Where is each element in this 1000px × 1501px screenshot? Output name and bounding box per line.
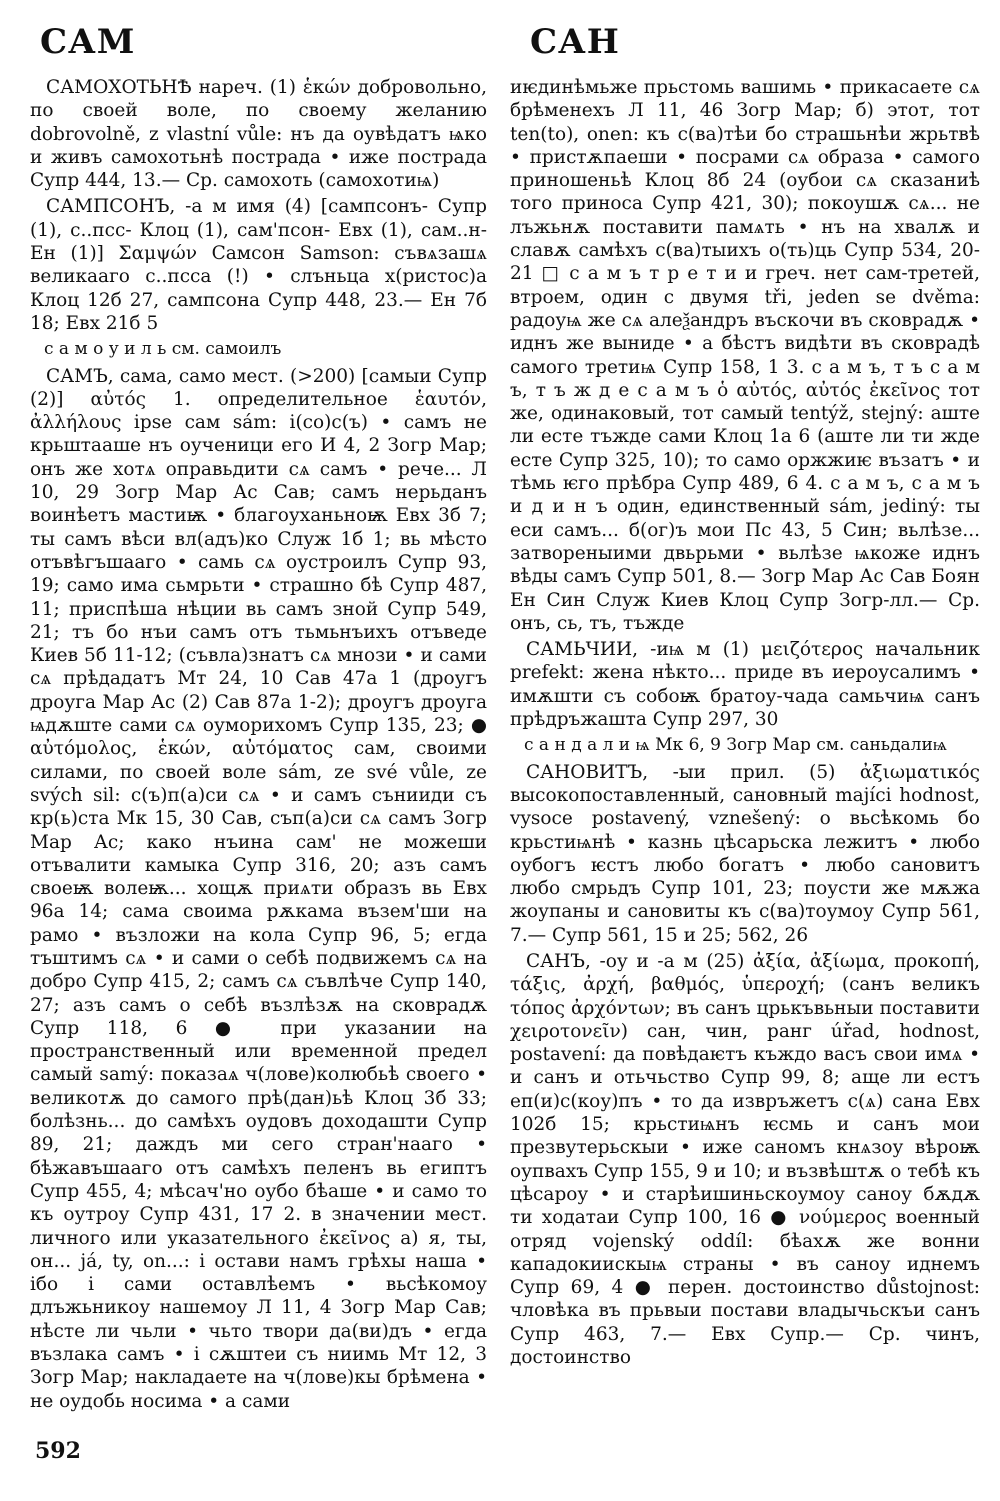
entry-sam: САМЪ, сама, само мест. (>200) [самыи Супр (2)] αὐτός 1. определительное ἑαυτόν, ἀλλήλους ipse сам sám: і(со)с(ъ) • самъ не крьштааше нъ оученици его И 4, 2 Зогр Мар; онъ же хотѧ оправьдити сѧ самъ • рече... Л 10, 29 Зогр Мар Ас Сав; самъ нерьданъ воинѣетъ мастиѭ • благоуханьноѭ Евх 3б 7; ты самъ вѣси вл(адъ)ко Служ 1б 1; вь мѣсто отъвѣгъшааго • самь сѧ оустроилъ Супр 93, 19; само има сьмрьти • страшно бѣ Супр 487, 11; приспѣша нѣции вь самъ зной Супр 549, 21; тъ бо нъи самъ отъ тьмьнъихъ отъведе Киев 5б 11-12; (съвла)знатъ сѧ мнози • и сами сѧ прѣдадатъ Мт 24, 10 Сав 47а 1 (дроугъ дроуга Мар Ас (2) Сав 87а 1-2); дроугъ дроуга ѩдѫште сами сѧ оуморихомъ Супр 135, 23; ● αὐτόμολος, ἑκών, αὐτόματος сам, своими силами, по своей воле sám, ze své vůle, ze svých sil: с(ъ)п(а)си сѧ • и самъ сънииди съ кр(ь)ста Мк 15, 30 Сав, съп(а)си сѧ самъ Зогр Мар Ас; како нъина сам' не можеши отъвалити камыка Супр 316, 20; азъ самъ своеѭ волеѭ... хощѫ приѧти образъ вь Евх 96а 14; сама своима рѫкама възем'ши на рамо • възложи на кола Супр 96, 5; егда тъштимъ сѧ • и сами о себѣ подвижемъ сѧ на добро Супр 415, 2; самъ сѧ съвлѣче Супр 140, 27; азъ самъ о себѣ възлѣзѫ на сковрадѫ Супр 118, 6 ● при указании на пространственный или временной предел самый samý: показаѧ ч(лове)колюбьѣ своего • великотѫ до самого прѣ(дан)ьѣ Клоц 3б 33; болѣзнь... до самѣхъ оудовъ доходашти Супр 89, 21; даждъ ми сего стран'нааго • бѣжавъшааго отъ самѣхъ пеленъ вь египтъ Супр 455, 4; мѣсач'но оубо бѣаше • и само то къ оутроу Супр 431, 17 2. в значении мест. личного или указательного ἐκεῖνος а) я, ты, он... já, ty, on...: і остави намъ грѣхы наша • ібо і сами оставлѣемъ • вьсѣкомоу длъжьникоу нашемоу Л 11, 4 Зогр Мар Сав; нѣсте ли чьли • чьто твори да(ви)дъ • егда възлака самъ • і сѫштеи съ ниимь Мт 12, 3 Зогр Мар; накладаете на ч(лове)кы брѣмена • не оудобь носима • а сами — [30, 365, 487, 1412]
entry-sampson: САМПСОНЪ, -а м имя (4) [сампсонъ- Супр (1), с..псс- Клоц (1), сам'псон- Евх (1), сам..н- Ен (1)] Σαμψών Самсон Samson: съвѧзашѧ великааго с..псса (!) • слъньца х(ристос)а Клоц 12б 27, сампсона Супр 448, 23.— Ен 7б 18; Евх 21б 5 — [30, 196, 487, 334]
entry-samohotne: САМОХОТЬНѢ нареч. (1) ἑκών добровольно, по своей воле, по своему желанию dobrovolně, z vlastní vůle: нъ да оувѣдатъ ѩко и живъ самохотьнѣ пострада • иже пострада Супр 444, 13.— Ср. самохоть (самохотиѩ) — [30, 77, 487, 192]
left-column — [30, 76, 487, 1416]
entry-sanovit: САНОВИТЪ, -ыи прил. (5) ἀξιωματικός высокопоставленный, сановный majíci hodnost, vysoce postavený, vznešený: о вьсѣкомь бо крьстиѩнѣ • казнь цѣсарьска лежитъ • любо оубогъ ѥстъ любо богатъ • любо сановитъ любо смрьдъ Супр 101, 23; поусти же мѫжа жоупаны и сановиты къ с(ва)тоумоу Супр 561, 7.— Супр 561, 15 и 25; 562, 26 — [510, 761, 980, 946]
running-head-right: САН — [530, 22, 620, 62]
entry-samchii: САМЬЧИИ, -иѩ м (1) μειζότερος начальник prefekt: жена нѣкто... приде въ иероусалимъ • имѫшти съ собоѭ братоу-чада самьчиѩ санъ прѣдръжашта Супр 297, 30 — [510, 639, 980, 731]
page-number: 592 — [35, 1438, 81, 1464]
right-column — [510, 76, 980, 1372]
entry-sam-continued: иѥдинѣмьже прьстомь вашимь • прикасаете сѧ брѣменехъ Л 11, 46 Зогр Мар; б) этот, тот ten(to), onen: къ с(ва)тѣи бо страшьнѣи жрьтвѣ • пристѫпаеши • посрами сѧ образа • самого приношеньѣ Клоц 8б 24 (оубои сѧ сказаниѣ того приноса Супр 421, 30); покоушѫ сѧ... не лъжьнѫ поставити памѧть • нъ на хвалѫ и славѫ самѣхъ с(ва)тыихъ о(ть)ць Супр 534, 20-21 □ с а м ъ т р е т и и греч. нет сам-третей, втроем, один с двумя tři, jeden se dvěma: радоуѩ же сѧ алеѯандръ въскочи въ сковрадѫ • иднъ же выниде • а бѣстъ видѣти въ сковрадѣ самого третиѩ Супр 158, 1 3. с а м ъ, т ъ с а м ъ, т ъ ж д е с а м ъ ὁ αὐτός, αὐτός ἐκεῖνος тот же, одинаковый, тот самый tentýž, stejný: аште ли есте тъжде сами Клоц 1а 6 (аште ли ти жде есте Супр 325, 10); то само оржжиѥ възатъ • и тѣмь ѥго прѣбра Супр 489, 6 4. с а м ъ, с а м ъ и д и н ъ один, единственный sám, jediný: ты еси самъ... б(ог)ъ мои Пс 43, 5 Син; вьлѣзе... затвореныими двьрьми • вьлѣзе ѩкоже иднъ вѣды самъ Супр 501, 8.— Зогр Мар Ас Сав Боян Ен Син Служ Киев Клоц Супр Зогр-лл.— Ср. онъ, сь, тъ, тъжде — [510, 77, 980, 634]
entry-san: САНЪ, -оу и -а м (25) ἀξία, ἀξίωμα, προκοπή, τάξις, ἀρχή, βαθμός, ὑπεροχή; (санъ великъ τόπος ἀρχόντων; въ санъ црькъвьныи поставити χειροτονεῖν) сан, чин, ранг úřad, hodnost, postavení: да повѣдаѥтъ къждо васъ свои имѧ • и санъ и отьчьство Супр 99, 8; аще ли естъ еп(и)с(коу)пъ • то да извръжетъ с(ѧ) сана Евх 102б 15; крьстиѩнъ ѥсмь и санъ мои презвутерьскыи • иже саномъ кнѧзоу вѣроѭ оупвахъ Супр 155, 9 и 10; и възвѣштѫ о тебѣ къ цѣсароу • и старѣишиньскоумоу саноу бѫдѫ ти ходатаи Супр 100, 16 ● νούμερος военный отряд vojenský oddíl: бѣахѫ же вонни кападокиискыѩ страны • въ саноу иднемъ Супр 69, 4 ● перен. достоинство důstojnost: чловѣка въ прьвыи постави владычьскъи санъ Супр 463, 7.— Евх Супр.— Ср. чинъ, достоинство — [510, 950, 980, 1369]
cross-reference-samouil: с а м о у и л ь см. самоилъ — [44, 339, 282, 360]
running-head-left: САМ — [40, 22, 136, 62]
cross-reference-sandaliia: с а н д а л и ѩ Мк 6, 9 Зогр Мар см. саньдалиѩ — [524, 735, 947, 756]
